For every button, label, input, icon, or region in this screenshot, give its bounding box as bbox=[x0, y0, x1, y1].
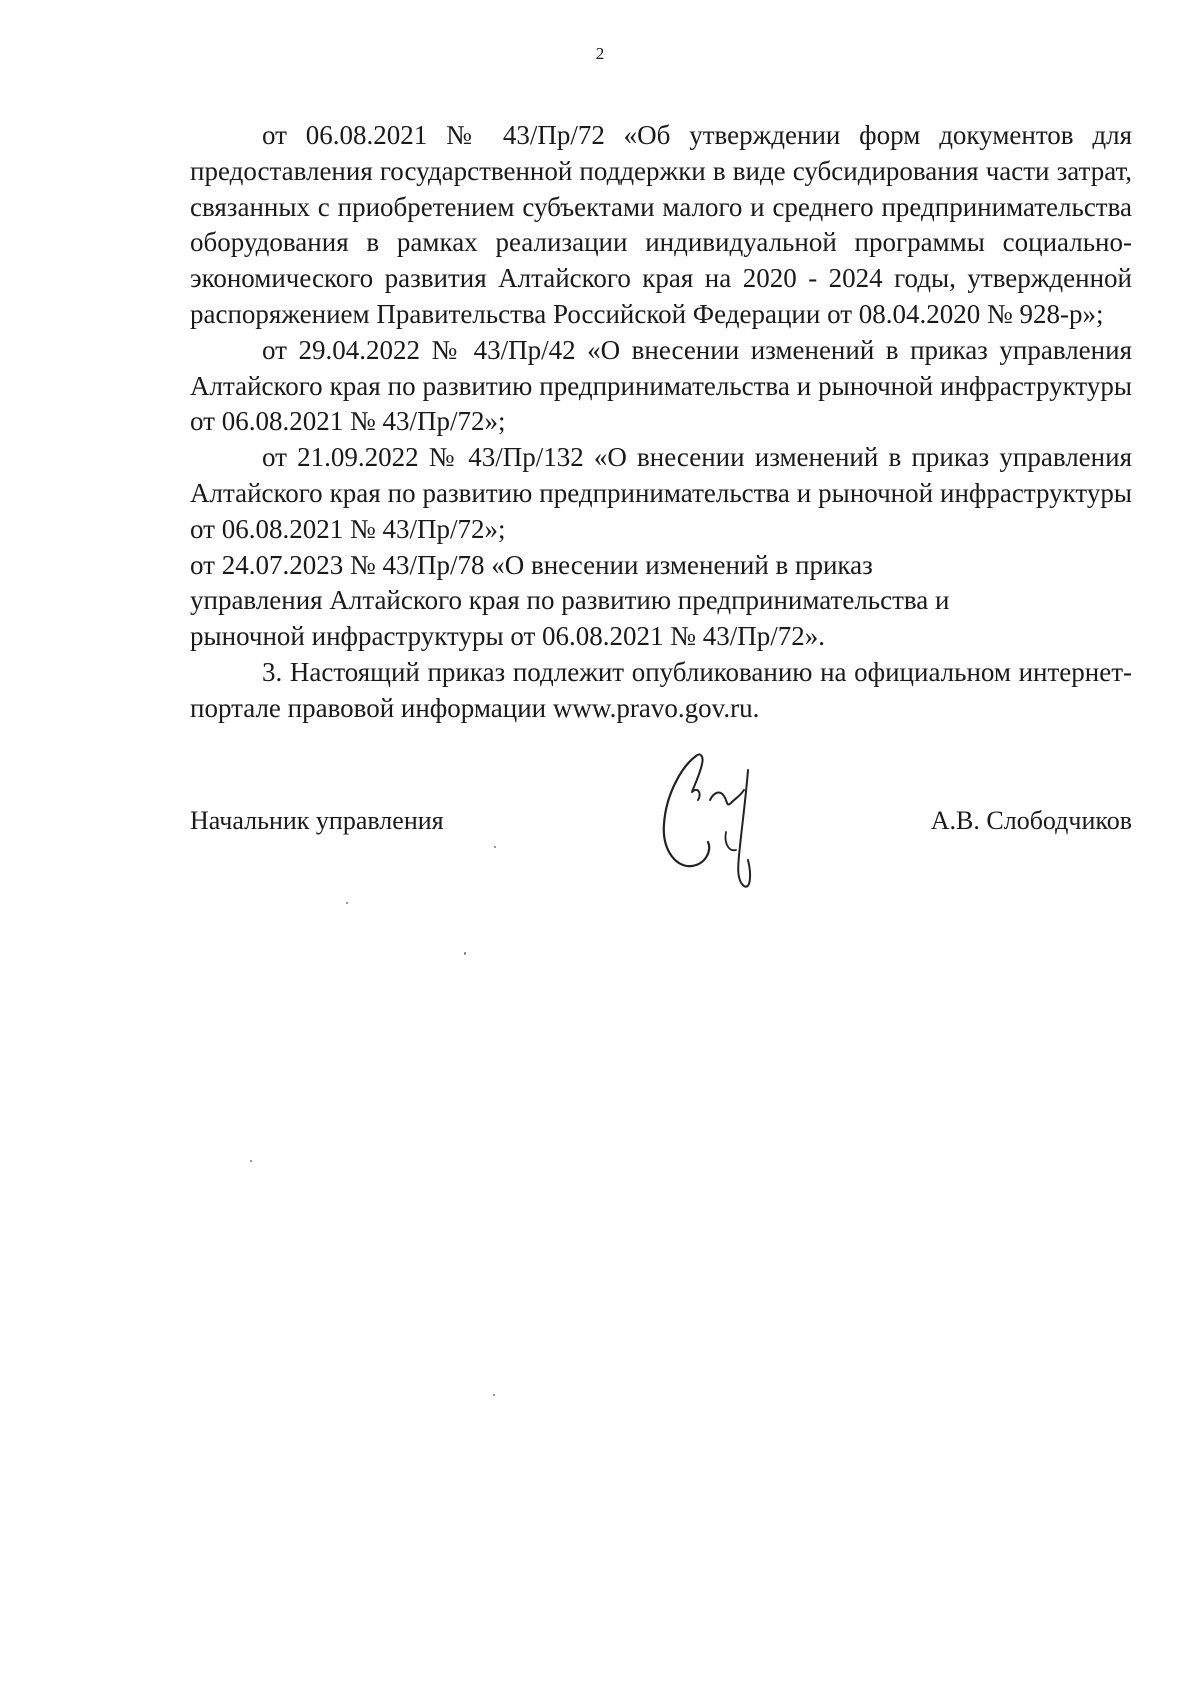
position-title: Начальник управления bbox=[190, 806, 444, 835]
scan-speck bbox=[493, 1394, 495, 1396]
paragraph-order-2023-78: от 24.07.2023 № 43/Пр/78 «О внесении изменений в приказ управления Алтайского края по развитию предпринимательства и рыночной инфраструктуры от 06.08.2021 № 43/Пр/72». bbox=[190, 549, 950, 652]
signer-name: А.В. Слободчиков bbox=[930, 806, 1132, 835]
scan-speck bbox=[464, 952, 466, 955]
paragraph-order-2022-42: от 29.04.2022 № 43/Пр/42 «О внесении изменений в приказ управления Алтайского края по развитию предпринимательства и рыночной инфраструктуры от 06.08.2021 № 43/Пр/72»; bbox=[190, 334, 1132, 437]
paragraph-order-2022-132: от 21.09.2022 № 43/Пр/132 «О внесении изменений в приказ управления Алтайского края по развитию предпринимательства и рыночной инфраструктуры от 06.08.2021 № 43/Пр/72»; bbox=[190, 442, 1132, 544]
page-number: 2 bbox=[595, 44, 605, 63]
handwritten-signature bbox=[652, 746, 782, 896]
paragraph-order-2021-72: от 06.08.2021 № 43/Пр/72 «Об утверждении форм документов для предоставления государственной поддержки в виде субсидирования части затрат, связанных с приобретением субъектами малого и среднего предпринимательства оборудования в рамках реализации индивидуальной программы социально-экономического развития Алтайского края на 2020 - 2024 годы, утвержденной распоряжением Правительства Российской Федерации от 08.04.2020 № 928-р»; bbox=[190, 120, 1132, 329]
scan-speck bbox=[494, 846, 496, 848]
scan-speck bbox=[250, 1160, 252, 1162]
paragraph-publication-clause: 3. Настоящий приказ подлежит опубликованию на официальном интернет-портале правовой информации www.pravo.gov.ru. bbox=[190, 656, 1132, 723]
scan-speck bbox=[346, 902, 348, 904]
document-body bbox=[190, 118, 1132, 727]
